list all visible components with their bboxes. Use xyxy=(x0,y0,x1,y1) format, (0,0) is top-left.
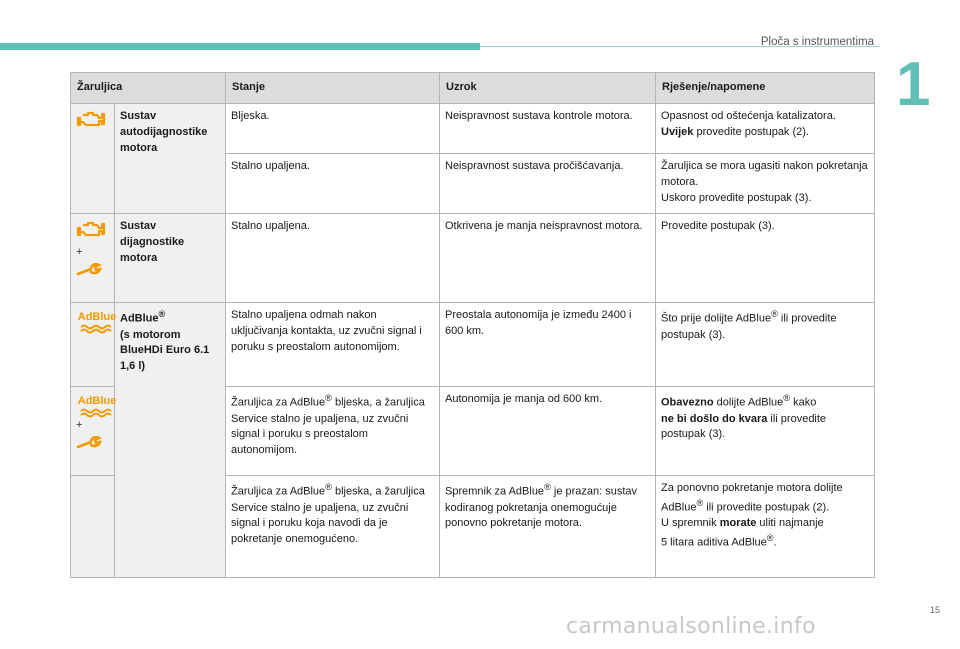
state-text: Žaruljica za AdBlue xyxy=(231,396,326,409)
state-cell xyxy=(226,386,440,475)
solution-text: U spremnik xyxy=(661,517,720,530)
adblue-icon-label: AdBlue xyxy=(77,310,117,323)
engine-warning-icon xyxy=(76,109,106,129)
adblue-icon-label: AdBlue xyxy=(77,394,117,407)
state-text: bljeska, a žaruljica Service stalno je upaljena, uz zvučni signal i poruku s preostalom autonomijom. xyxy=(231,396,425,457)
state-cell: Stalno upaljena. xyxy=(226,213,440,302)
column-header: Stanje xyxy=(226,73,440,104)
state-cell: Stalno upaljena. xyxy=(226,153,440,213)
solution-cell xyxy=(656,475,875,577)
solution-text: ili provedite postupak (3). xyxy=(661,312,837,341)
solution-emphasis: Obavezno xyxy=(661,396,714,409)
table-row xyxy=(71,302,875,386)
solution-text: provedite postupak (2). xyxy=(693,125,809,138)
wrench-icon xyxy=(76,436,102,450)
state-cell: Bljeska. xyxy=(226,103,440,153)
solution-cell xyxy=(656,302,875,386)
solution-cell: Provedite postupak (3). xyxy=(656,213,875,302)
registered-mark: ® xyxy=(766,533,774,544)
solution-text: Što prije dolijte AdBlue xyxy=(661,312,772,325)
table-header-row xyxy=(71,73,875,104)
solution-cell xyxy=(656,103,875,153)
solution-cell xyxy=(656,386,875,475)
registered-mark: ® xyxy=(696,497,704,508)
header-accent-bar xyxy=(0,43,480,50)
solution-text: . xyxy=(773,537,777,550)
solution-text: Uskoro provedite postupak (3). xyxy=(661,191,812,204)
solution-emphasis: morate xyxy=(719,517,757,530)
solution-emphasis: Uvijek xyxy=(661,125,694,138)
lamp-name-text: AdBlue xyxy=(120,312,159,325)
column-header: Uzrok xyxy=(440,73,656,104)
solution-text: dolijte AdBlue xyxy=(713,396,784,409)
warning-lights-table xyxy=(70,72,875,578)
solution-cell xyxy=(656,153,875,213)
engine-warning-icon xyxy=(76,219,106,239)
icon-cell xyxy=(71,302,115,386)
solution-text: Žaruljica se mora ugasiti nakon pokretanja motora. xyxy=(661,159,868,188)
wrench-icon xyxy=(76,263,102,277)
state-cell xyxy=(226,475,440,577)
adblue-icon xyxy=(76,392,118,418)
registered-mark: ® xyxy=(325,392,332,403)
lamp-name-note: (s motorom BlueHDi Euro 6.1 1,6 l) xyxy=(120,328,210,373)
state-cell: Stalno upaljena odmah nakon uključivanja kontakta, uz zvučni signal i poruku s preostalom autonomijom. xyxy=(226,302,440,386)
state-text: Žaruljica za AdBlue xyxy=(231,485,326,498)
registered-mark: ® xyxy=(771,308,778,319)
cause-cell: Autonomija je manja od 600 km. xyxy=(440,386,656,475)
icon-cell xyxy=(71,103,115,213)
icon-cell xyxy=(71,386,115,475)
cause-cell: Preostala autonomija je između 2400 i 600 km. xyxy=(440,302,656,386)
state-text: bljeska, a žaruljica Service stalno je upaljena, uz zvučni signal i poruku koja navodi da je pokretanje onemogućeno. xyxy=(231,485,425,546)
adblue-icon xyxy=(76,308,118,334)
icon-cell xyxy=(71,475,115,577)
solution-text: Za ponovno pokretanje motora dolijte AdBlue xyxy=(661,481,843,514)
page-number: 15 xyxy=(929,605,940,615)
column-header: Žaruljica xyxy=(71,73,226,104)
lamp-name: Sustav autodijagnostike motora xyxy=(115,103,226,213)
table-row xyxy=(71,213,875,302)
lamp-name: Sustav dijagnostike motora xyxy=(115,213,226,302)
watermark: carmanualsonline.info xyxy=(566,614,816,639)
icon-cell xyxy=(71,213,115,302)
plus-sign: + xyxy=(76,418,83,431)
section-title: Ploča s instrumentima xyxy=(760,36,874,48)
cause-cell: Neispravnost sustava kontrole motora. xyxy=(440,103,656,153)
cause-cell: Neispravnost sustava pročišćavanja. xyxy=(440,153,656,213)
registered-mark: ® xyxy=(158,308,166,319)
plus-sign: + xyxy=(76,245,83,258)
table-row xyxy=(71,103,875,153)
lamp-name xyxy=(115,302,226,577)
solution-text: kako xyxy=(790,396,817,409)
cause-text: Spremnik za AdBlue xyxy=(445,485,545,498)
registered-mark: ® xyxy=(544,481,551,492)
cause-cell: Otkrivena je manja neispravnost motora. xyxy=(440,213,656,302)
solution-text: ili provedite postupak (2). xyxy=(703,501,830,514)
solution-text: Opasnost od oštećenja katalizatora. xyxy=(661,109,836,122)
solution-text: 5 litara aditiva AdBlue xyxy=(661,537,767,550)
registered-mark: ® xyxy=(783,392,791,403)
solution-text: ili provedite postupak (3). xyxy=(661,412,827,441)
registered-mark: ® xyxy=(325,481,332,492)
solution-emphasis: ne bi došlo do kvara xyxy=(661,412,768,425)
chapter-number: 1 xyxy=(896,50,931,119)
column-header: Rješenje/napomene xyxy=(656,73,875,104)
cause-cell xyxy=(440,475,656,577)
solution-text: uliti najmanje xyxy=(756,517,824,530)
cause-text: je prazan: sustav kodiranog pokretanja onemogućuje ponovno pokretanje motora. xyxy=(445,485,638,530)
